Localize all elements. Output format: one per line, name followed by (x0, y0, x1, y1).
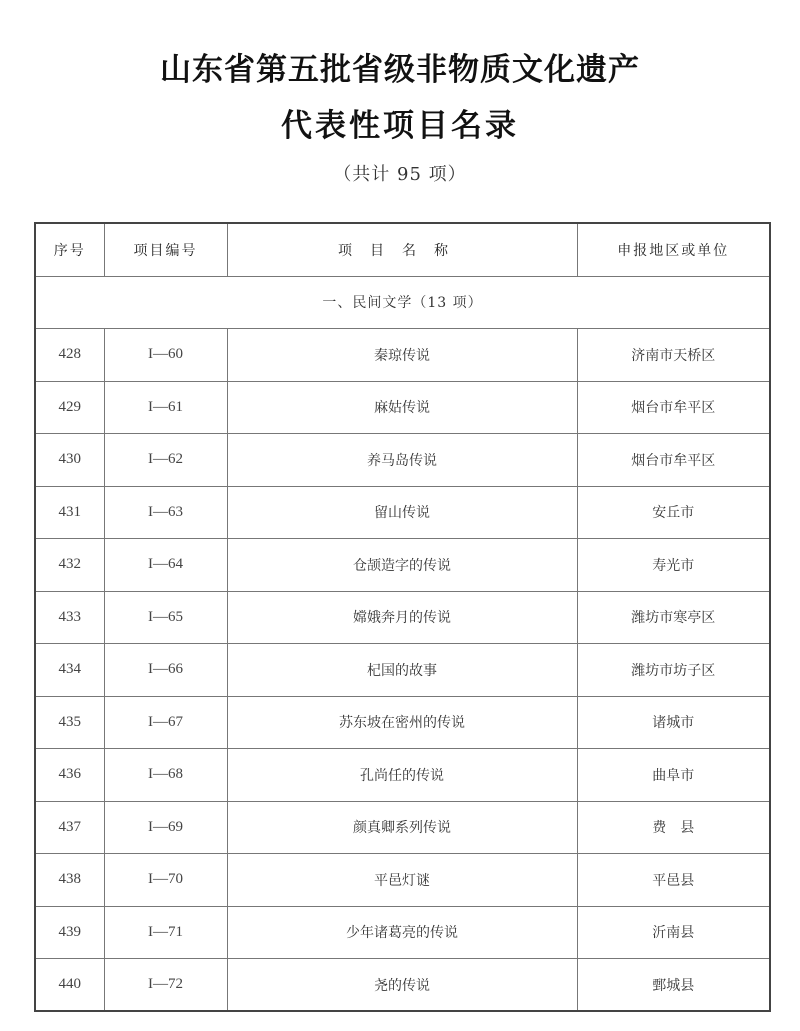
project-name-cell: 仓颉造字的传说 (227, 539, 577, 592)
project-code-cell: I—63 (104, 486, 227, 539)
table-header-row (35, 223, 770, 276)
project-name-cell: 苏东坡在密州的传说 (227, 696, 577, 749)
region-cell: 潍坊市坊子区 (577, 644, 770, 697)
table-row (35, 854, 770, 907)
document-subtitle: （共计 95 项） (333, 164, 467, 185)
region-cell: 烟台市牟平区 (577, 434, 770, 487)
project-name-cell: 平邑灯谜 (227, 854, 577, 907)
table-row (35, 486, 770, 539)
project-name-cell: 少年诸葛亮的传说 (227, 906, 577, 959)
serial-number-cell: 434 (35, 644, 104, 697)
document-title-line2: 代表性项目名录 (281, 108, 519, 144)
project-code-cell: I—68 (104, 749, 227, 802)
project-code-cell: I—72 (104, 959, 227, 1012)
project-name-cell: 留山传说 (227, 486, 577, 539)
header-region: 申报地区或单位 (577, 223, 770, 276)
region-cell: 潍坊市寒亭区 (577, 591, 770, 644)
serial-number-cell: 440 (35, 959, 104, 1012)
region-cell: 烟台市牟平区 (577, 381, 770, 434)
serial-number-cell: 439 (35, 906, 104, 959)
serial-number-cell: 435 (35, 696, 104, 749)
project-name-cell: 颜真卿系列传说 (227, 801, 577, 854)
project-code-cell: I—62 (104, 434, 227, 487)
header-serial-number: 序号 (35, 223, 104, 276)
region-cell: 费 县 (577, 801, 770, 854)
project-code-cell: I—60 (104, 329, 227, 382)
table-row (35, 696, 770, 749)
region-cell: 寿光市 (577, 539, 770, 592)
table-row (35, 539, 770, 592)
serial-number-cell: 438 (35, 854, 104, 907)
section-label: 一、民间文学（13 项） (35, 276, 770, 329)
project-code-cell: I—67 (104, 696, 227, 749)
project-name-cell: 秦琼传说 (227, 329, 577, 382)
table-row (35, 381, 770, 434)
project-code-cell: I—61 (104, 381, 227, 434)
project-code-cell: I—64 (104, 539, 227, 592)
serial-number-cell: 428 (35, 329, 104, 382)
table-row (35, 591, 770, 644)
table-row (35, 749, 770, 802)
serial-number-cell: 432 (35, 539, 104, 592)
header-project-code: 项目编号 (104, 223, 227, 276)
project-code-cell: I—71 (104, 906, 227, 959)
table-row (35, 801, 770, 854)
region-cell: 沂南县 (577, 906, 770, 959)
serial-number-cell: 436 (35, 749, 104, 802)
project-code-cell: I—70 (104, 854, 227, 907)
table-row (35, 959, 770, 1012)
project-code-cell: I—66 (104, 644, 227, 697)
table-row (35, 434, 770, 487)
project-name-cell: 孔尚任的传说 (227, 749, 577, 802)
serial-number-cell: 429 (35, 381, 104, 434)
heritage-list-table (34, 222, 771, 1012)
region-cell: 鄄城县 (577, 959, 770, 1012)
table-row (35, 329, 770, 382)
project-code-cell: I—69 (104, 801, 227, 854)
region-cell: 平邑县 (577, 854, 770, 907)
project-name-cell: 麻姑传说 (227, 381, 577, 434)
project-name-cell: 嫦娥奔月的传说 (227, 591, 577, 644)
header-project-name: 项目名称 (227, 223, 577, 276)
project-code-cell: I—65 (104, 591, 227, 644)
region-cell: 安丘市 (577, 486, 770, 539)
serial-number-cell: 431 (35, 486, 104, 539)
document-title-line1: 山东省第五批省级非物质文化遗产 (160, 52, 640, 88)
serial-number-cell: 437 (35, 801, 104, 854)
region-cell: 曲阜市 (577, 749, 770, 802)
project-name-cell: 养马岛传说 (227, 434, 577, 487)
serial-number-cell: 430 (35, 434, 104, 487)
project-name-cell: 尧的传说 (227, 959, 577, 1012)
section-row (35, 276, 770, 329)
table-row (35, 906, 770, 959)
region-cell: 济南市天桥区 (577, 329, 770, 382)
region-cell: 诸城市 (577, 696, 770, 749)
serial-number-cell: 433 (35, 591, 104, 644)
table-row (35, 644, 770, 697)
project-name-cell: 杞国的故事 (227, 644, 577, 697)
